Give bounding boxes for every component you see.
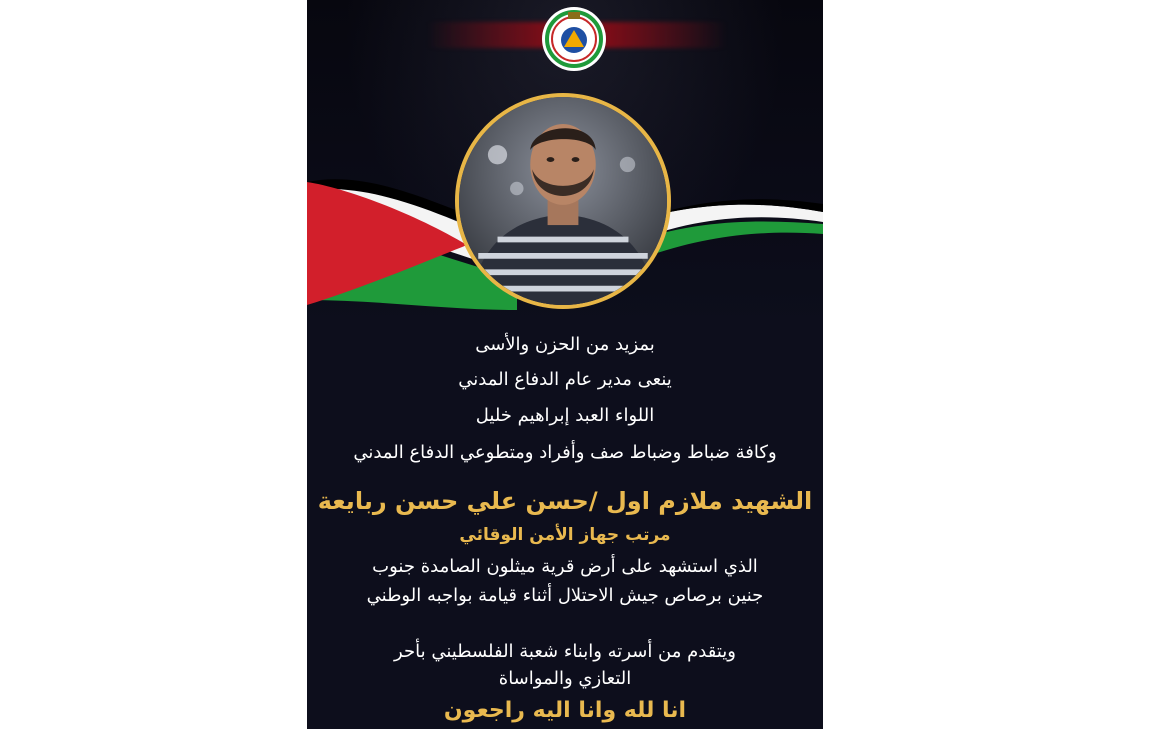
martyr-name: الشهيد ملازم اول /حسن علي حسن ربايعة: [317, 487, 813, 515]
affiliation-line: مرتب جهاز الأمن الوقائي: [459, 525, 671, 545]
announcer-line: ينعى مدير عام الدفاع المدني: [458, 369, 672, 390]
condolence-line-2: التعازي والمواساة: [498, 668, 632, 689]
condolence-line-1: ويتقدم من أسرته وابناء شعبة الفلسطيني بأحر: [394, 641, 736, 662]
staff-line: وكافة ضباط وضباط صف وأفراد ومتطوعي الدفاع المدني: [353, 442, 777, 463]
closing-verse: انا لله وانا اليه راجعون: [443, 698, 687, 723]
detail-line-2: جنين برصاص جيش الاحتلال أثناء قيامة بواجبه الوطني: [366, 585, 764, 606]
detail-line-1: الذي استشهد على أرض قرية ميثلون الصامدة جنوب: [372, 556, 758, 577]
general-name-line: اللواء العبد إبراهيم خليل: [475, 405, 655, 426]
civil-defense-emblem-icon: [541, 6, 607, 72]
portrait-illustration: [459, 97, 667, 305]
intro-line: بمزيد من الحزن والأسى: [475, 334, 655, 355]
martyr-portrait: [455, 93, 671, 309]
condolence-poster: [307, 0, 823, 729]
